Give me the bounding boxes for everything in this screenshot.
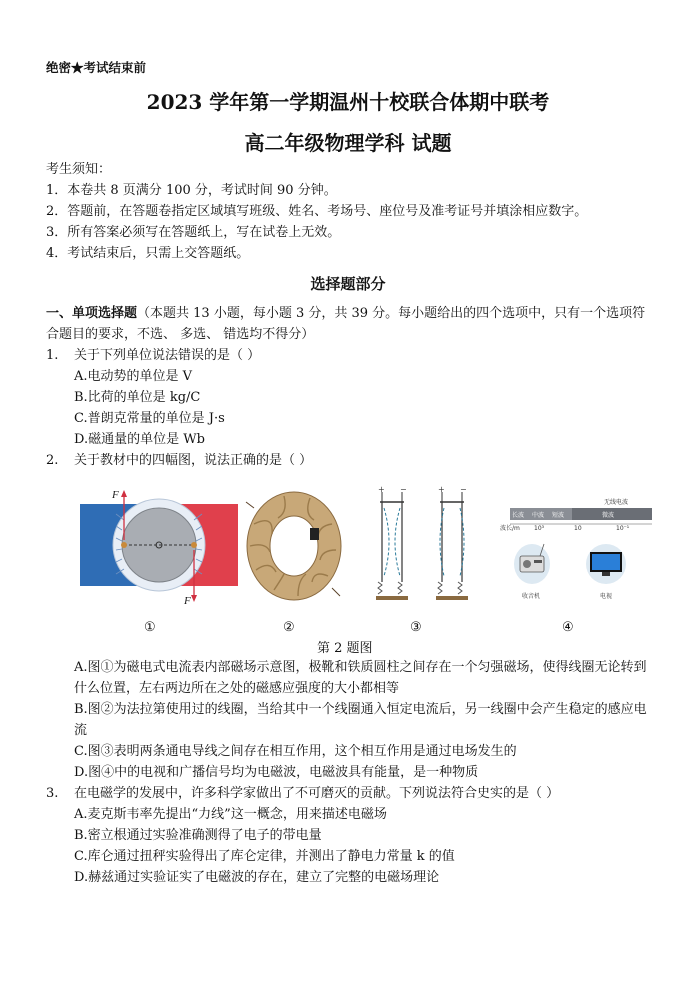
exam-subtitle: 高二年级物理学科 试题 <box>244 131 452 155</box>
coil-label-tag <box>310 528 319 540</box>
notice-heading: 考生须知： <box>46 162 112 177</box>
band-label: 长波 <box>512 512 525 519</box>
option: C.库仑通过扭秤实验得出了库仑定律，并测出了静电力常量 k 的值 <box>74 849 455 864</box>
option: B.比荷的单位是 kg/C <box>74 390 201 405</box>
figure-label: ④ <box>562 620 574 635</box>
figure-label: ① <box>144 620 156 635</box>
figure-strip <box>76 484 654 614</box>
notice-item: 4．考试结束后，只需上交答题纸。 <box>46 246 250 261</box>
option: A.图①为磁电式电流表内部磁场示意图，极靴和铁质圆柱之间存在一个匀强磁场，使得线圈无论转到什么位置，左右两边所在之处的磁感应强度的大小都相等 <box>74 660 647 696</box>
axis-label: 波长/m <box>500 525 520 532</box>
force-label-top: F <box>112 489 119 501</box>
svg-text:−: − <box>460 485 467 494</box>
tick-label: 10³ <box>534 525 545 532</box>
band-label: 中波 <box>532 512 545 519</box>
spectrum-header: 无线电波 <box>604 499 629 506</box>
option: C.图③表明两条通电导线之间存在相互作用，这个相互作用是通过电场发生的 <box>74 744 517 759</box>
svg-text:+: + <box>378 485 385 494</box>
part-label: 一、单项选择题 <box>46 306 138 321</box>
tick-label: 10⁻¹ <box>616 525 630 532</box>
wires-repel <box>436 485 468 600</box>
option: B.密立根通过实验准确测得了电子的带电量 <box>74 828 322 843</box>
part-instructions <box>46 303 656 345</box>
faraday-coil-figure <box>244 484 344 608</box>
force-label-bottom: F <box>184 595 191 607</box>
option: A.电动势的单位是 V <box>74 369 193 384</box>
figure-label: ③ <box>410 620 422 635</box>
section-title: 选择题部分 <box>310 275 386 293</box>
tv-icon <box>586 544 626 584</box>
option: D.磁通量的单位是 Wb <box>74 432 205 447</box>
question-stem: 关于教材中的四幅图，说法正确的是（ ） <box>74 453 313 468</box>
option: C.普朗克常量的单位是 J·s <box>74 411 225 426</box>
figure-caption: 第 2 题图 <box>317 641 373 656</box>
notice-item: 1．本卷共 8 页满分 100 分，考试时间 90 分钟。 <box>46 183 337 198</box>
parallel-wires-figure <box>372 484 484 608</box>
option: B.图②为法拉第使用过的线圈，当给其中一个线圈通入恒定电流后，另一线圈中会产生稳定的感应电流 <box>74 702 647 738</box>
svg-text:+: + <box>438 485 445 494</box>
device-label: 电视 <box>600 593 613 600</box>
figure-label: ② <box>283 620 295 635</box>
question-number: 3. <box>46 786 59 801</box>
notice-item: 3．所有答案必须写在答题纸上，写在试卷上无效。 <box>46 225 341 240</box>
option: D.图④中的电视和广播信号均为电磁波，电磁波具有能量，是一种物质 <box>74 765 479 780</box>
part-text: （本题共 13 小题，每小题 3 分，共 39 分。每小题给出的四个选项中，只有一个选项符合题目的要求，不选、 多选、 错选均不得分） <box>46 306 646 342</box>
radio-icon <box>514 544 550 584</box>
radio-wave-figure <box>500 484 654 608</box>
question-number: 1. <box>46 348 59 363</box>
galvanometer-figure <box>80 484 238 608</box>
tick-label: 10 <box>574 525 582 532</box>
band-label: 微波 <box>602 512 615 519</box>
band-label: 短波 <box>552 512 565 519</box>
device-label: 收音机 <box>522 593 541 600</box>
svg-text:−: − <box>400 485 407 494</box>
coil-side <box>121 542 127 548</box>
option: A.麦克斯韦率先提出“力线”这一概念，用来描述电磁场 <box>74 807 387 822</box>
coil-side <box>191 542 197 548</box>
option: D.赫兹通过实验证实了电磁波的存在，建立了完整的电磁场理论 <box>74 870 440 885</box>
wires-attract <box>376 485 408 600</box>
question-stem: 在电磁学的发展中，许多科学家做出了不可磨灭的贡献。下列说法符合史实的是（ ） <box>74 786 560 801</box>
notice-item: 2．答题前，在答题卷指定区域填写班级、姓名、考场号、座位号及准考证号并填涂相应数字。 <box>46 204 588 219</box>
question-number: 2. <box>46 453 59 468</box>
question-stem: 关于下列单位说法错误的是（ ） <box>74 348 261 363</box>
exam-title: 2023 学年第一学期温州十校联合体期中联考 <box>146 90 550 114</box>
confidential-mark: 绝密★考试结束前 <box>46 60 147 75</box>
